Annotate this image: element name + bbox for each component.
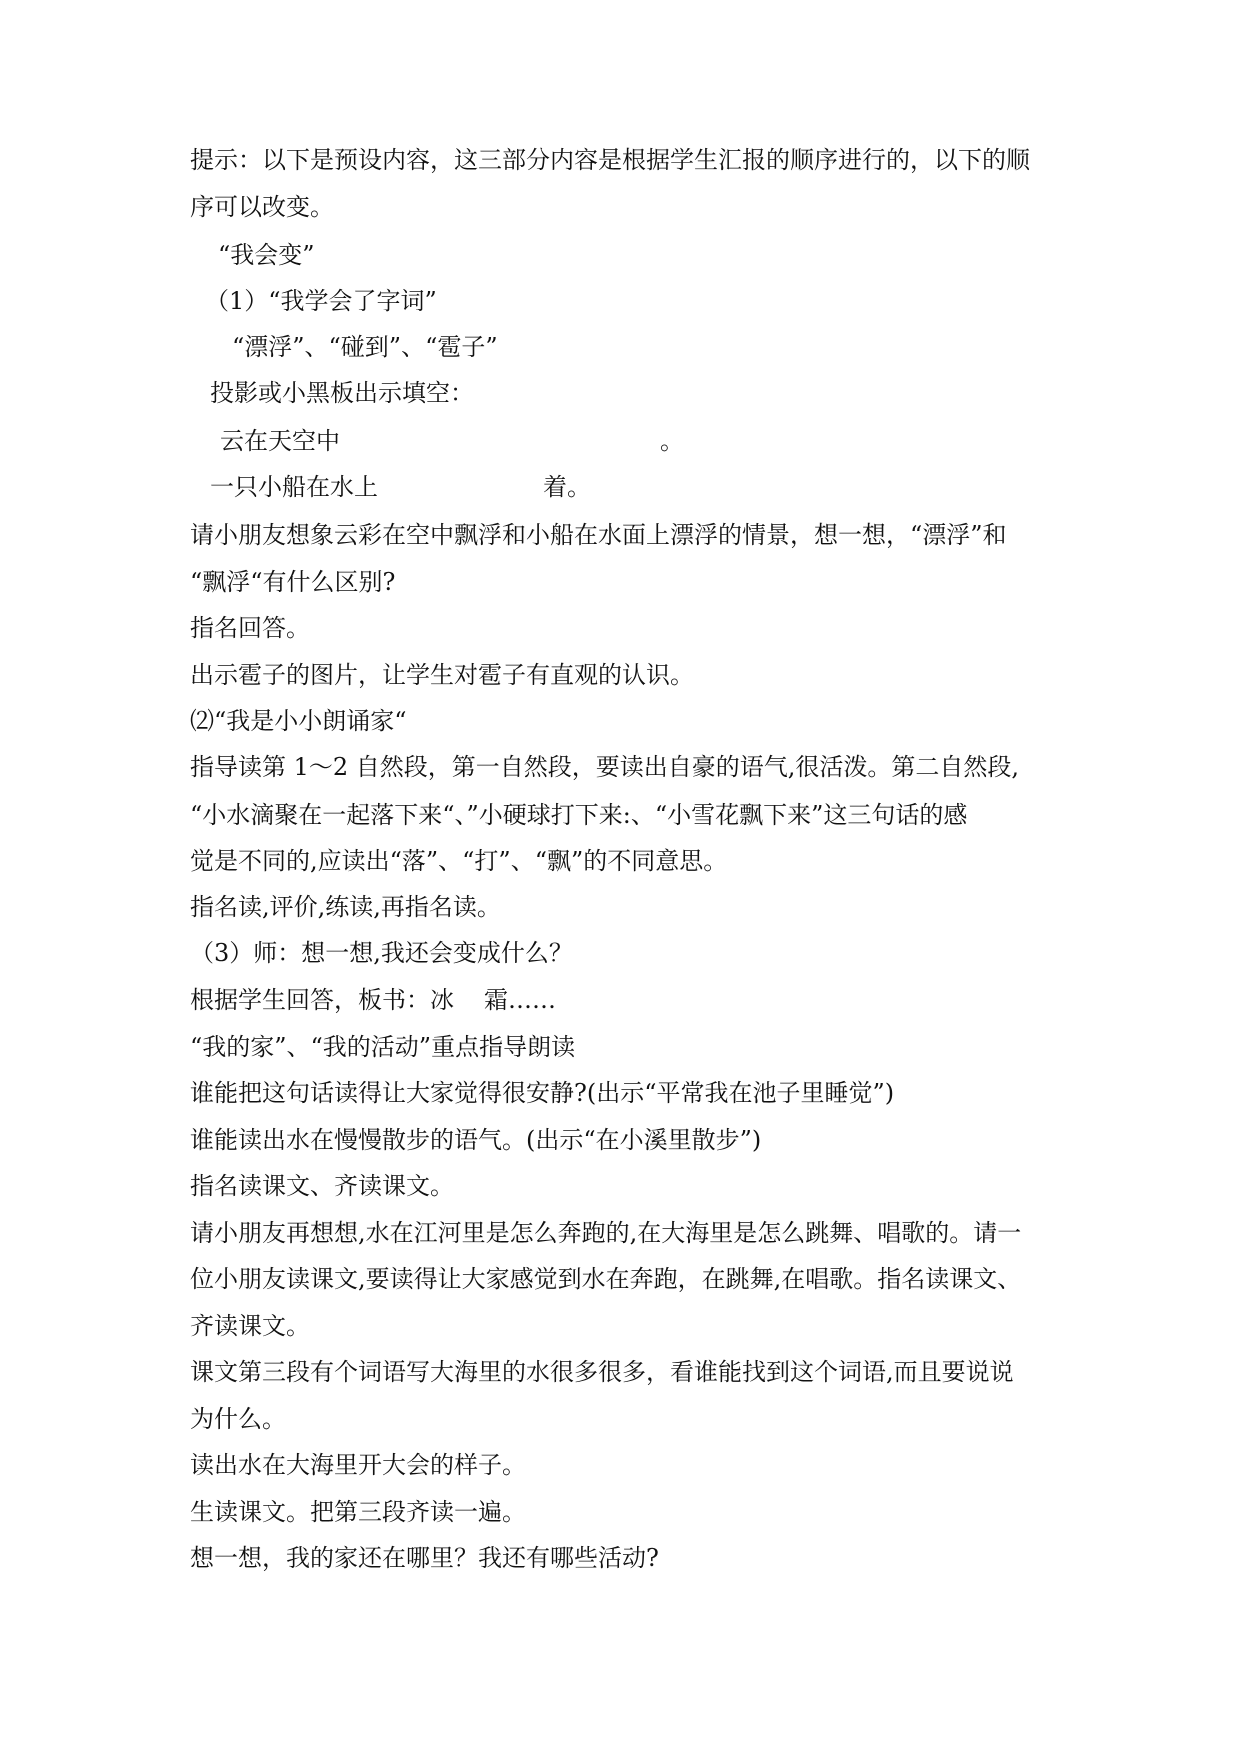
board-text: 根据学生回答，板书：冰 bbox=[190, 986, 454, 1014]
paragraph-line: 课文第三段有个词语写大海里的水很多很多，看谁能找到这个词语,而且要说说 bbox=[190, 1358, 1014, 1386]
fill-blank-end: 着。 bbox=[543, 473, 591, 501]
paragraph-line: 指名回答。 bbox=[190, 614, 310, 642]
paragraph-line bbox=[190, 985, 556, 1015]
paragraph-line: 指名读,评价,练读,再指名读。 bbox=[190, 893, 501, 921]
board-text-2: 霜…… bbox=[484, 986, 556, 1014]
subsection-heading: （3）师：想一想,我还会变成什么？ bbox=[190, 939, 573, 967]
paragraph-line: 请小朋友想象云彩在空中飘浮和小船在水面上漂浮的情景，想一想，“漂浮”和 bbox=[190, 521, 1007, 549]
paragraph-line: “我的家”、“我的活动”重点指导朗读 bbox=[190, 1033, 576, 1061]
fill-blank-line bbox=[210, 472, 591, 502]
paragraph-line: 请小朋友再想想,水在江河里是怎么奔跑的,在大海里是怎么跳舞、唱歌的。请一 bbox=[190, 1219, 1022, 1247]
paragraph-line: 指导读第 1～2 自然段，第一自然段，要读出自豪的语气,很活泼。第二自然段, bbox=[190, 753, 1020, 781]
paragraph-line: 投影或小黑板出示填空： bbox=[210, 379, 474, 407]
paragraph-line: 谁能读出水在慢慢散步的语气。(出示“在小溪里散步”) bbox=[190, 1126, 762, 1154]
subsection-heading: （1）“我学会了字词” bbox=[205, 287, 437, 315]
paragraph-line: 谁能把这句话读得让大家觉得很安静?(出示“平常我在池子里睡觉”) bbox=[190, 1079, 895, 1107]
paragraph-line: “小水滴聚在一起落下来“、”小硬球打下来:、“小雪花飘下来”这三句话的感 bbox=[190, 801, 968, 829]
paragraph-line: 位小朋友读课文,要读得让大家感觉到水在奔跑，在跳舞,在唱歌。指名读课文、 bbox=[190, 1265, 1022, 1293]
paragraph-line: “飘浮“有什么区别? bbox=[190, 568, 396, 596]
paragraph-line: 觉是不同的,应读出“落”、“打”、“飘”的不同意思。 bbox=[190, 847, 728, 875]
fill-blank-line bbox=[220, 426, 684, 456]
fill-blank-end: 。 bbox=[660, 427, 684, 455]
paragraph-line: 指名读课文、齐读课文。 bbox=[190, 1172, 454, 1200]
fill-blank-text: 云在天空中 bbox=[220, 427, 340, 455]
subsection-heading: ⑵“我是小小朗诵家“ bbox=[190, 707, 407, 735]
paragraph-line: 出示雹子的图片，让学生对雹子有直观的认识。 bbox=[190, 661, 694, 689]
fill-blank-text: 一只小船在水上 bbox=[210, 473, 378, 501]
section-heading: “我会变” bbox=[218, 241, 315, 269]
paragraph-line: 提示：以下是预设内容，这三部分内容是根据学生汇报的顺序进行的，以下的顺 bbox=[190, 146, 1030, 174]
paragraph-line: 序可以改变。 bbox=[190, 193, 334, 221]
paragraph-line: “漂浮”、“碰到”、“雹子” bbox=[232, 333, 498, 361]
paragraph-line: 齐读课文。 bbox=[190, 1312, 310, 1340]
paragraph-line: 生读课文。把第三段齐读一遍。 bbox=[190, 1498, 526, 1526]
paragraph-line: 想一想，我的家还在哪里？我还有哪些活动? bbox=[190, 1544, 659, 1572]
paragraph-line: 读出水在大海里开大会的样子。 bbox=[190, 1451, 526, 1479]
paragraph-line: 为什么。 bbox=[190, 1405, 286, 1433]
